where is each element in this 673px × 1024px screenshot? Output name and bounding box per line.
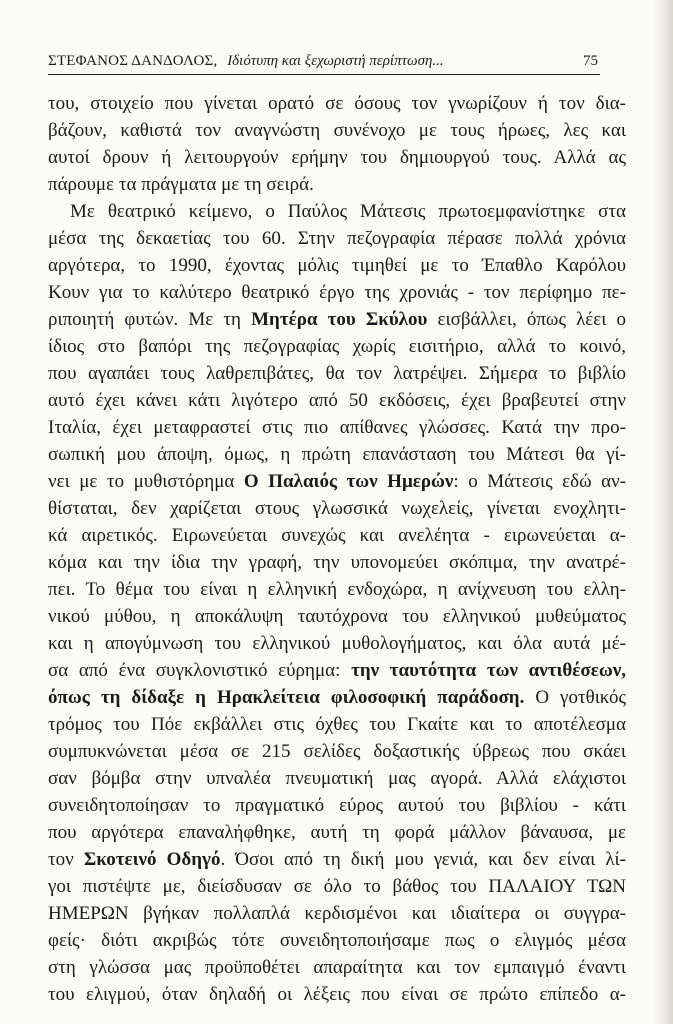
text-segment: θίσταται, δεν χαρίζεται στους γλωσσικά νωχελείς, γίνεται ενοχλητι- xyxy=(48,498,626,519)
text-segment: φείς· διότι ακριβώς τότε συνειδητοποιήσαμε πως ο ελιγμός μέσα xyxy=(48,930,626,951)
text-line xyxy=(48,711,626,738)
text-line xyxy=(48,414,626,441)
text-segment: αργότερα, το 1990, έχοντας μόλις τιμηθεί με το Έπαθλο Καρόλου xyxy=(48,255,626,276)
text-segment: μέσα της δεκαετίας του 60. Στην πεζογραφία πέρασε πολλά χρόνια xyxy=(48,228,626,249)
text-line xyxy=(48,252,626,279)
text-segment: στη γλώσσα μας προϋποθέτει απαραίτητα και τον εμπαιγμό έναντι xyxy=(48,957,626,978)
header-title: Ιδιότυπη και ξεχωριστή περίπτωση... xyxy=(227,53,444,69)
text-line xyxy=(48,468,626,495)
text-segment: του, στοιχείο που γίνεται ορατό σε όσους τον γνωρίζουν ή τον δια- xyxy=(48,93,626,114)
text-line xyxy=(48,765,626,792)
text-segment: του ελιγμού, όταν δηλαδή οι λέξεις που είναι σε πρώτο επίπεδο α- xyxy=(48,984,626,1005)
text-line xyxy=(48,333,626,360)
text-segment: Ο γοτθικός xyxy=(524,687,626,708)
text-segment: εισβάλλει, όπως λέει ο xyxy=(427,309,626,330)
text-segment: σαν βόμβα στην υπναλέα πνευματική μας αγορά. Αλλά ελάχιστοι xyxy=(48,768,626,789)
text-segment: τρόμος του Πόε εκβάλλει στις όχθες του Γκαίτε και το αποτέλεσμα xyxy=(48,714,626,735)
text-segment: . Όσοι από τη δική μου γενιά, και δεν είναι λί- xyxy=(220,849,626,870)
text-segment: γοι πιστέψτε με, διείσδυσαν σε όλο το βάθος του ΠΑΛΑΙΟΥ ΤΩΝ xyxy=(48,876,626,897)
bold-title-text: την ταυτότητα των αντιθέσεων, xyxy=(351,660,627,681)
text-segment: που αγαπάει τους λαθρεπιβάτες, θα τον λατρέψει. Σήμερα το βιβλίο xyxy=(48,363,626,384)
text-line xyxy=(48,819,626,846)
text-line xyxy=(48,279,626,306)
text-segment: κά αιρετικός. Ειρωνεύεται συνεχώς και ανελέητα - ειρωνεύεται α- xyxy=(48,525,626,546)
page-number: 75 xyxy=(583,53,598,69)
text-segment: ριποιητή φυτών. Με τη xyxy=(48,309,252,330)
bold-title-text: Ο Παλαιός των Ημερών xyxy=(243,471,454,492)
text-line xyxy=(48,657,626,684)
text-line xyxy=(48,873,626,900)
running-header xyxy=(48,50,600,75)
text-segment: βάζουν, καθιστά τον αναγνώστη συνένοχο με τους ήρωες, λες και xyxy=(48,120,626,141)
text-segment: ΗΜΕΡΩΝ βγήκαν πολλαπλά κερδισμένοι και ιδιαίτερα οι συγγρα- xyxy=(48,903,626,924)
text-line xyxy=(48,738,626,765)
text-line xyxy=(48,360,626,387)
text-line xyxy=(48,981,626,1008)
text-line xyxy=(48,198,626,225)
text-segment: πει. Το θέμα του είναι η ελληνική ενδοχώρα, η ανίχνευση του ελλη- xyxy=(48,579,626,600)
header-author: ΣΤΕΦΑΝΟΣ ΔΑΝΔΟΛΟΣ, xyxy=(48,53,218,69)
text-line xyxy=(48,792,626,819)
paragraph xyxy=(48,90,626,198)
text-segment: τον xyxy=(48,849,84,870)
text-line xyxy=(48,225,626,252)
text-segment: που αργότερα επαναλήφθηκε, αυτή τη φορά μάλλον βάναυσα, με xyxy=(48,822,626,843)
text-line xyxy=(48,90,626,117)
text-segment: Ιταλία, έχει μεταφραστεί στις πιο απίθανες γλώσσες. Κατά την προ- xyxy=(48,417,626,438)
text-line xyxy=(48,117,626,144)
text-segment: αυτοί δρουν ή λειτουργούν ερήμην του δημιουργού τους. Αλλά ας xyxy=(48,147,626,168)
text-segment: πάρουμε τα πράγματα με τη σειρά. xyxy=(48,174,314,195)
text-line xyxy=(48,576,626,603)
text-segment: Κουν για το καλύτερο θεατρικό έργο της χρονιάς - τον περίφημο πε- xyxy=(48,282,626,303)
body-text xyxy=(48,90,626,1008)
text-line xyxy=(48,144,626,171)
text-segment: και η απογύμνωση του ελληνικού μυθολογήματος, και όλα αυτά μέ- xyxy=(48,633,626,654)
text-line xyxy=(48,900,626,927)
text-line xyxy=(48,441,626,468)
bold-title-text: Σκοτεινό Οδηγό xyxy=(83,849,221,870)
text-line xyxy=(48,954,626,981)
text-segment: συμπυκνώνεται μέσα σε 215 σελίδες δοξαστικής ύβρεως που σκάει xyxy=(48,741,626,762)
text-line xyxy=(48,846,626,873)
text-segment: ίδιος στο βαπόρι της πεζογραφίας χωρίς εισιτήριο, αλλά το κοινό, xyxy=(48,336,626,357)
text-line xyxy=(48,684,626,711)
text-segment: σα από ένα συγκλονιστικό εύρημα: xyxy=(48,660,352,681)
text-line xyxy=(48,522,626,549)
text-segment: σωπική μου άποψη, όμως, η πρώτη επανάσταση του Μάτεσι θα γί- xyxy=(48,444,626,465)
text-line xyxy=(48,171,626,198)
text-segment: Με θεατρικό κείμενο, ο Παύλος Μάτεσις πρωτοεμφανίστηκε στα xyxy=(70,201,626,222)
text-line xyxy=(48,927,626,954)
page-edge-shadow xyxy=(651,0,673,1024)
text-line xyxy=(48,306,626,333)
paragraph xyxy=(48,198,626,1008)
text-segment: νικού μύθου, η αποκάλυψη ταυτόχρονα του ελληνικού μυθεύματος xyxy=(48,606,626,627)
text-segment: νει με το μυθιστόρημα xyxy=(48,471,244,492)
text-line xyxy=(48,603,626,630)
text-segment: κόμα και την ίδια την γραφή, την υπονομεύει σκόπιμα, την ανατρέ- xyxy=(48,552,626,573)
text-segment: συνειδητοποίησαν το πραγματικό εύρος αυτού του βιβλίου - κάτι xyxy=(48,795,626,816)
text-line xyxy=(48,387,626,414)
text-line xyxy=(48,630,626,657)
bold-title-text: όπως τη δίδαξε η Ηρακλείτεια φιλοσοφική παράδοση. xyxy=(48,687,525,708)
bold-title-text: Μητέρα του Σκύλου xyxy=(251,309,428,330)
text-segment: αυτό έχει κάνει κάτι λιγότερο από 50 εκδόσεις, έχει βραβευτεί στην xyxy=(48,390,626,411)
text-segment: : ο Μάτεσις εδώ αν- xyxy=(453,471,626,492)
text-line xyxy=(48,549,626,576)
text-line xyxy=(48,495,626,522)
